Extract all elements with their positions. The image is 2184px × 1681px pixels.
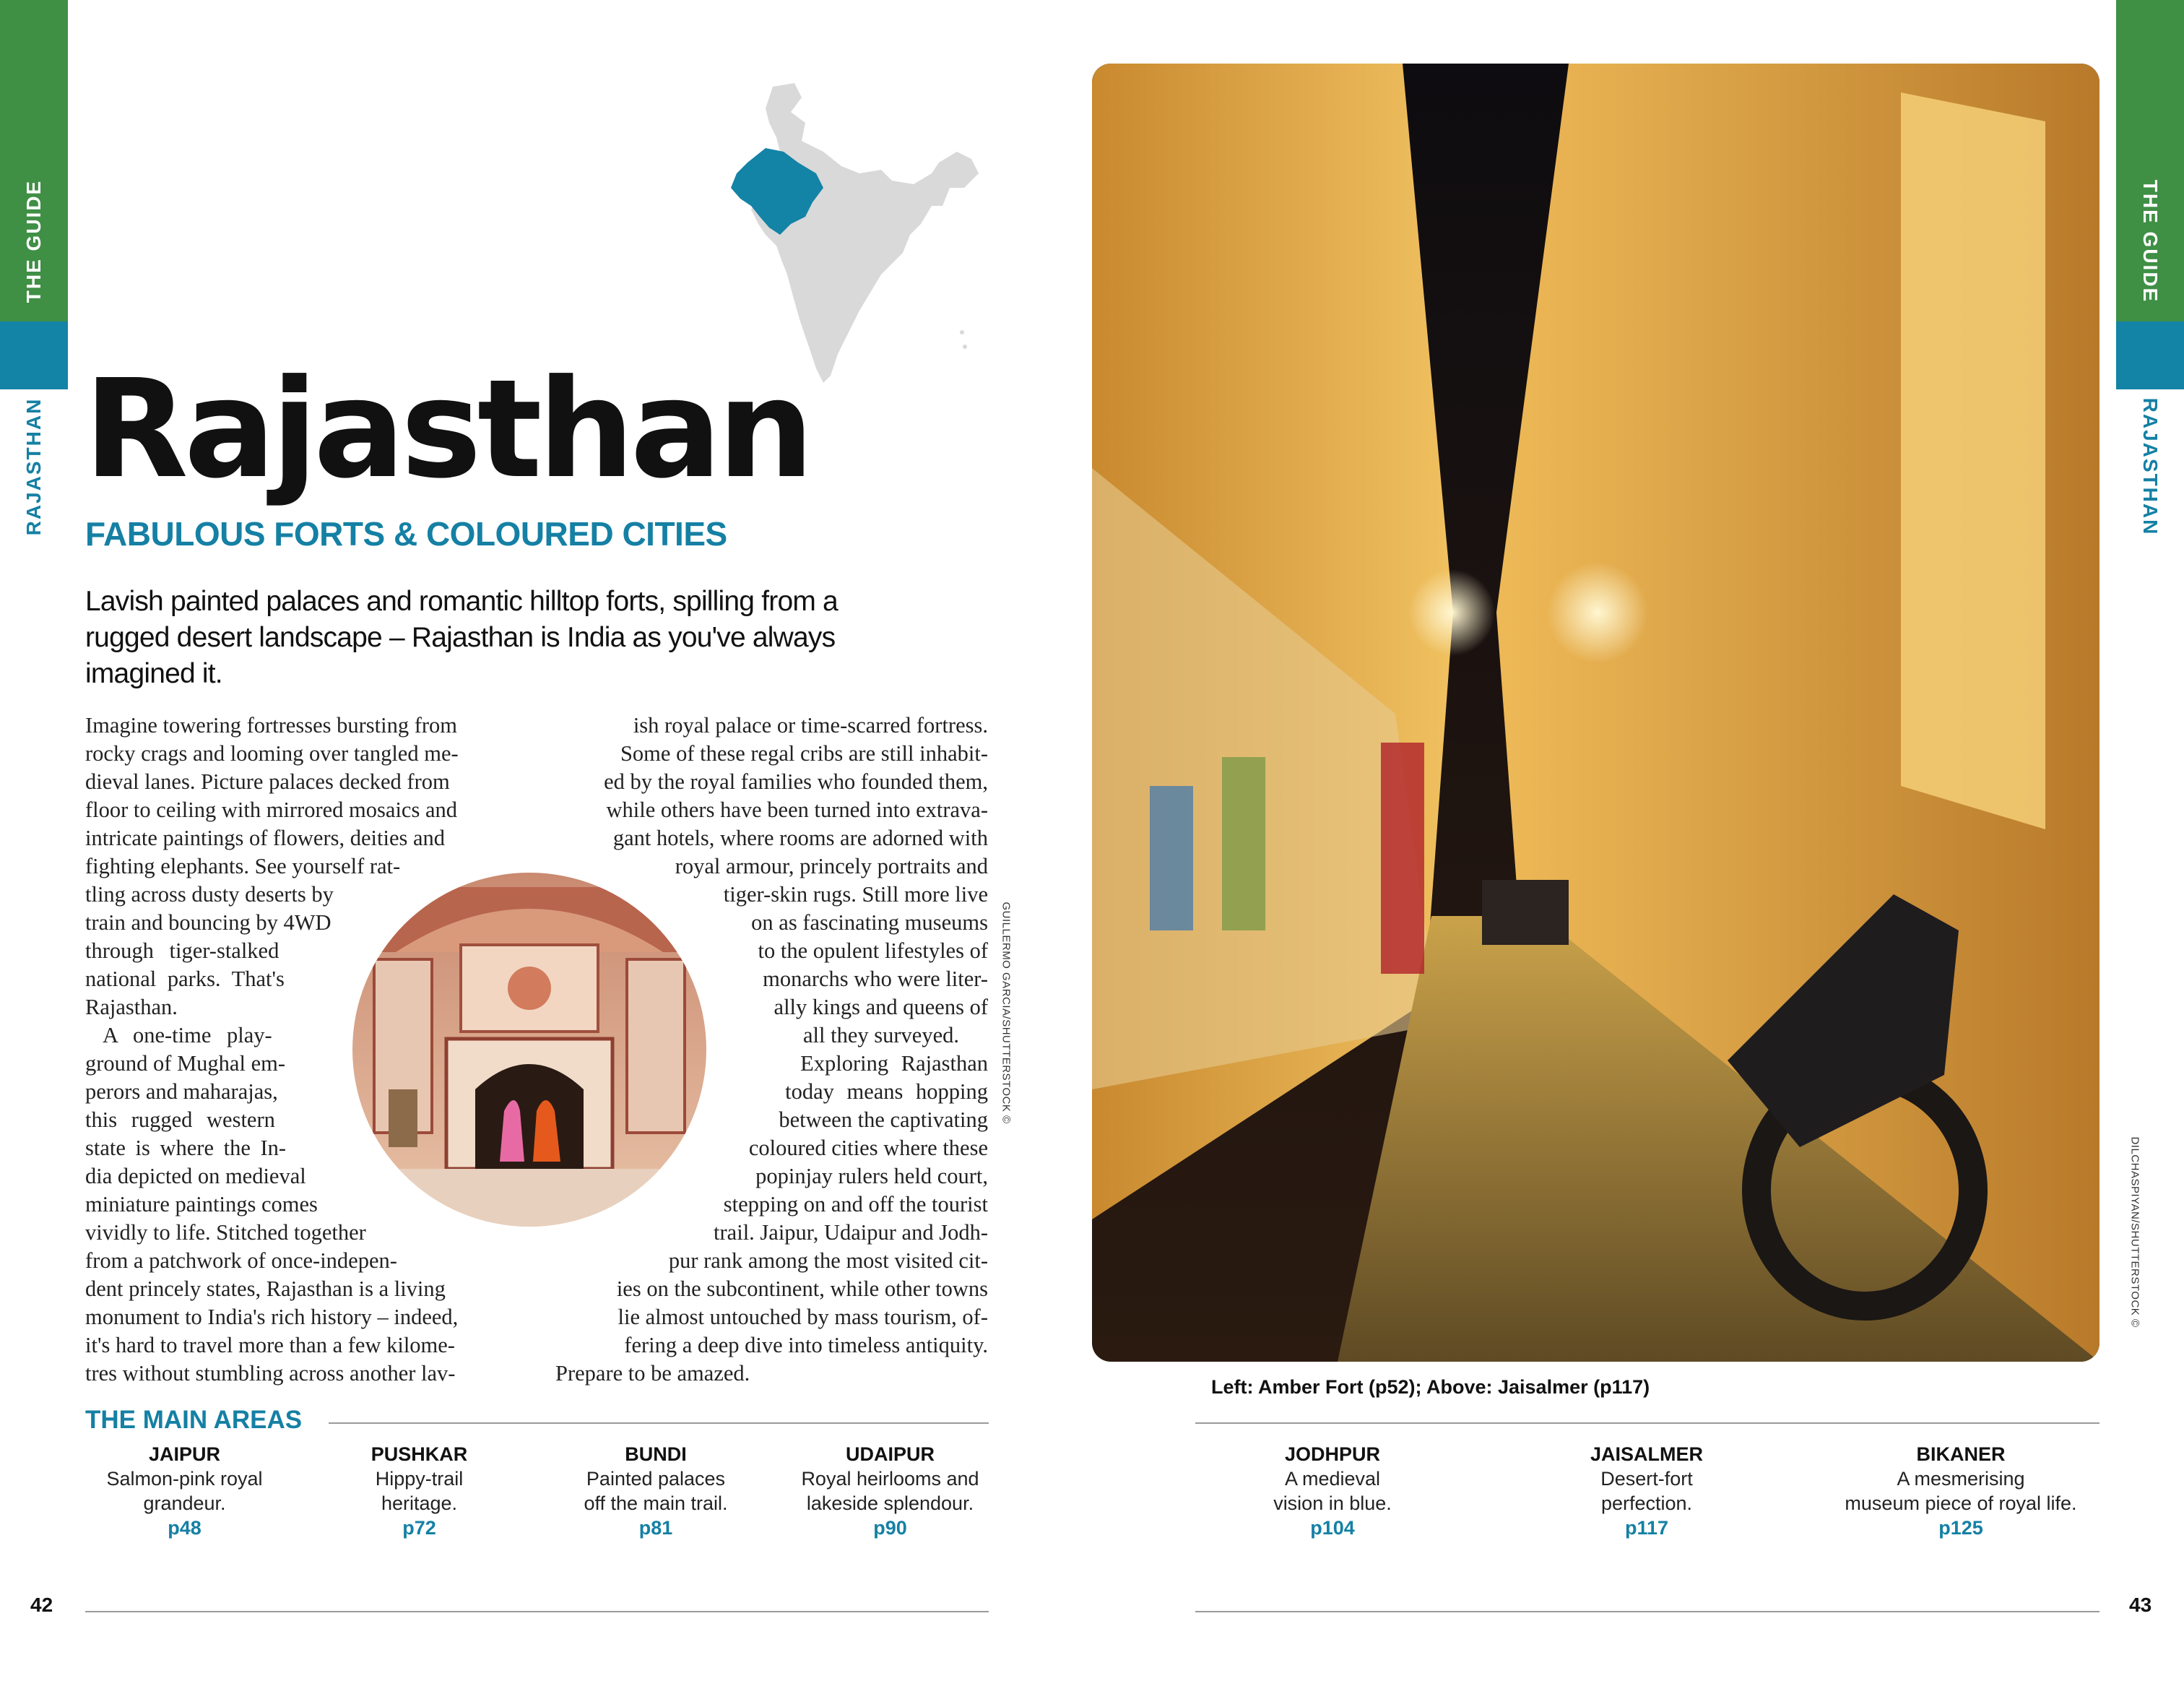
body-line: all they surveyed. <box>803 1023 959 1047</box>
area-pushkar[interactable] <box>320 1442 519 1540</box>
body-line: monument to India's rich history – indeed, <box>85 1305 459 1329</box>
main-areas-title: THE MAIN AREAS <box>85 1406 303 1434</box>
india-map-icon <box>715 79 989 390</box>
area-jodhpur[interactable] <box>1228 1442 1437 1540</box>
divider-rule <box>1195 1422 2100 1424</box>
area-page-link[interactable]: p125 <box>1938 1517 1983 1539</box>
jaisalmer-photo <box>1092 64 2100 1362</box>
body-line: Rajasthan. <box>85 995 178 1019</box>
area-desc: Royal heirlooms and lakeside splendour. <box>801 1468 979 1514</box>
body-line: trail. Jaipur, Udaipur and Jodh- <box>714 1220 988 1245</box>
body-line: Some of these regal cribs are still inhabit- <box>620 741 988 766</box>
area-page-link[interactable]: p90 <box>873 1517 907 1539</box>
intro-line: imagined it. <box>85 658 222 689</box>
body-line: ies on the subcontinent, while other towns <box>616 1276 988 1301</box>
body-line: ed by the royal families who founded them, <box>604 769 988 794</box>
region-tab-label-right: RAJASTHAN <box>2139 397 2162 536</box>
intro-paragraph <box>85 584 894 692</box>
area-page-link[interactable]: p48 <box>168 1517 202 1539</box>
body-line: it's hard to travel more than a few kilome- <box>85 1333 455 1357</box>
body-line: lie almost untouched by mass tourism, of- <box>618 1305 988 1329</box>
area-desc: Painted palaces off the main trail. <box>584 1468 728 1514</box>
body-line: tling across dusty deserts by <box>85 882 334 907</box>
area-desc: Salmon-pink royal grandeur. <box>106 1468 263 1514</box>
body-line: Prepare to be amazed. <box>555 1361 750 1386</box>
body-line: perors and maharajas, <box>85 1079 278 1104</box>
intro-line: Lavish painted palaces and romantic hilltop forts, spilling from a <box>85 586 838 617</box>
body-line: tres without stumbling across another lav- <box>85 1361 456 1386</box>
footer-rule <box>85 1611 989 1612</box>
photo-caption: Left: Amber Fort (p52); Above: Jaisalmer (p117) <box>1211 1376 1650 1398</box>
body-line: monarchs who were liter- <box>763 967 988 991</box>
body-line: stepping on and off the tourist <box>723 1192 988 1217</box>
body-line: tiger-skin rugs. Still more live <box>723 882 988 907</box>
area-name: JODHPUR <box>1284 1443 1381 1465</box>
area-desc: A mesmerising museum piece of royal life. <box>1845 1468 2077 1514</box>
area-desc: Desert-fort perfection. <box>1600 1468 1693 1514</box>
body-line: dieval lanes. Picture palaces decked from <box>85 769 450 794</box>
body-line: this rugged western <box>85 1107 275 1132</box>
body-line: A one-time play- <box>103 1023 272 1047</box>
intro-line: rugged desert landscape – Rajasthan is India as you've always <box>85 622 836 653</box>
body-line: today means hopping <box>785 1079 988 1104</box>
body-line: ally kings and queens of <box>774 995 988 1019</box>
region-tab-left <box>0 321 68 389</box>
area-jaipur[interactable] <box>85 1442 284 1540</box>
body-line: fighting elephants. See yourself rat- <box>85 854 401 878</box>
area-name: BIKANER <box>1916 1443 2006 1465</box>
body-line: dent princely states, Rajasthan is a living <box>85 1276 446 1301</box>
area-udaipur[interactable] <box>784 1442 997 1540</box>
area-name: JAISALMER <box>1590 1443 1703 1465</box>
footer-rule <box>1195 1611 2100 1612</box>
area-name: UDAIPUR <box>845 1443 935 1465</box>
area-page-link[interactable]: p117 <box>1624 1517 1669 1539</box>
area-bundi[interactable] <box>555 1442 757 1540</box>
body-line: train and bouncing by 4WD <box>85 910 332 935</box>
body-line: between the captivating <box>779 1107 988 1132</box>
body-line: while others have been turned into extrava- <box>606 798 988 822</box>
area-desc: A medieval vision in blue. <box>1273 1468 1392 1514</box>
page-title: Rajasthan <box>84 350 810 509</box>
body-line: ish royal palace or time-scarred fortress. <box>633 713 988 738</box>
body-line: pur rank among the most visited cit- <box>668 1248 988 1273</box>
area-page-link[interactable]: p81 <box>638 1517 673 1539</box>
body-line: Imagine towering fortresses bursting from <box>85 713 457 738</box>
main-photo-credit: DILCHASPIYAN/SHUTTERSTOCK © <box>2128 1136 2141 1328</box>
body-line: intricate paintings of flowers, deities and <box>85 826 446 850</box>
body-line: dia depicted on medieval <box>85 1164 306 1188</box>
body-line: floor to ceiling with mirrored mosaics and <box>85 798 457 822</box>
body-line: miniature paintings comes <box>85 1192 318 1217</box>
body-line: coloured cities where these <box>748 1136 988 1160</box>
page-number-left: 42 <box>30 1594 53 1616</box>
body-line: to the opulent lifestyles of <box>758 938 988 963</box>
area-name: PUSHKAR <box>370 1443 468 1465</box>
body-line: on as fascinating museums <box>751 910 988 935</box>
body-line: vividly to life. Stitched together <box>85 1220 366 1245</box>
body-line: through tiger-stalked <box>85 938 280 963</box>
body-line: rocky crags and looming over tangled me- <box>85 741 459 766</box>
divider-rule <box>329 1422 989 1424</box>
body-line: fering a deep dive into timeless antiquity. <box>624 1333 988 1357</box>
body-line: from a patchwork of once-indepen- <box>85 1248 397 1273</box>
area-desc: Hippy-trail heritage. <box>375 1468 464 1514</box>
section-tab-label-right: THE GUIDE <box>2139 179 2162 303</box>
body-line: royal armour, princely portraits and <box>675 854 988 878</box>
area-name: BUNDI <box>625 1443 687 1465</box>
amber-fort-photo <box>352 873 706 1227</box>
page-subtitle: FABULOUS FORTS & COLOURED CITIES <box>85 515 727 553</box>
page-number-right: 43 <box>2129 1594 2152 1616</box>
body-line: Exploring Rajasthan <box>800 1051 988 1076</box>
area-jaisalmer[interactable] <box>1542 1442 1751 1540</box>
body-line: national parks. That's <box>85 967 285 991</box>
region-tab-label-left: RAJASTHAN <box>22 397 45 536</box>
body-line: state is where the In- <box>85 1136 287 1160</box>
area-bikaner[interactable] <box>1824 1442 2098 1540</box>
area-page-link[interactable]: p104 <box>1310 1517 1355 1539</box>
section-tab-label-left: THE GUIDE <box>22 179 45 303</box>
body-line: ground of Mughal em- <box>85 1051 285 1076</box>
area-page-link[interactable]: p72 <box>402 1517 436 1539</box>
area-name: JAIPUR <box>148 1443 221 1465</box>
region-tab-right <box>2116 321 2184 389</box>
body-line: popinjay rulers held court, <box>755 1164 988 1188</box>
body-line: gant hotels, where rooms are adorned with <box>612 826 988 850</box>
inset-photo-credit: GUILLERMO GARCIA/SHUTTERSTOCK © <box>1000 902 1013 1124</box>
